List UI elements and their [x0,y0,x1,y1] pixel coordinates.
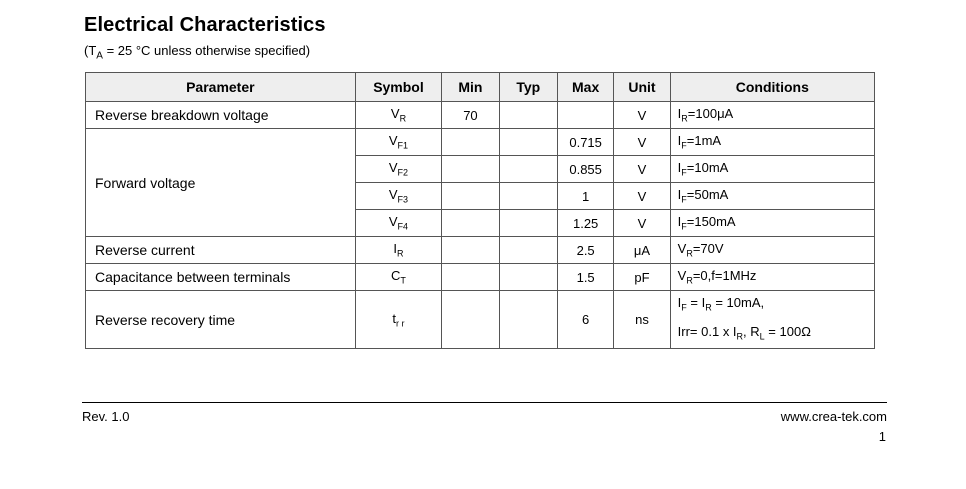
symbol-cell: $V_{F2}$ [355,156,442,183]
header-symbol: Symbol [355,73,442,102]
conditions-cell: $V_R=0,f=1MHz$ [670,264,874,291]
header-min: Min [442,73,499,102]
conditions-cell: $V_R=70V$ [670,237,874,264]
unit-cell: ns [614,291,670,349]
max-cell: 1 [557,183,613,210]
header-unit: Unit [614,73,670,102]
symbol-cell: $V_{F1}$ [355,129,442,156]
typ-cell [499,237,557,264]
param-cell: Reverse current [86,237,356,264]
page-title: Electrical Characteristics [84,14,326,36]
conditions-cell: $I_R=100\mu A$ [670,102,874,129]
header-typ: Typ [499,73,557,102]
min-cell [442,237,499,264]
max-cell: 0.855 [557,156,613,183]
symbol-cell: $t_{r r}$ [355,291,442,349]
footer-divider [82,402,887,403]
table-row [86,264,875,291]
conditions-cell [670,291,874,349]
max-cell: 1.25 [557,210,613,237]
unit-cell: V [614,210,670,237]
table-row [86,129,875,156]
min-cell [442,129,499,156]
footer-website: www.crea-tek.com [780,409,887,424]
param-cell: Capacitance between terminals [86,264,356,291]
min-cell [442,156,499,183]
table-row [86,102,875,129]
conditions-cell: $I_F=50mA$ [670,183,874,210]
typ-cell [499,102,557,129]
table-row [86,237,875,264]
unit-cell: pF [614,264,670,291]
table-header-row [86,73,875,102]
header-parameter: Parameter [86,73,356,102]
page-subtitle: ($T_A = 25$ °C unless otherwise specified) [84,43,311,62]
param-cell: Forward voltage [86,129,356,237]
symbol-cell: $V_{F3}$ [355,183,442,210]
typ-cell [499,291,557,349]
condition-line: Irr= 0.1 x $I_R$, $R_L = 100\Omega$ [677,323,811,342]
min-cell [442,291,499,349]
symbol-cell: $V_{F4}$ [355,210,442,237]
max-cell [557,102,613,129]
footer-revision: Rev. 1.0 [82,409,130,424]
param-cell: Reverse recovery time [86,291,356,349]
conditions-cell: $I_F=1mA$ [670,129,874,156]
min-cell: 70 [442,102,499,129]
conditions-cell: $I_F=10mA$ [670,156,874,183]
page-number: 1 [878,429,886,444]
max-cell: 1.5 [557,264,613,291]
typ-cell [499,183,557,210]
min-cell [442,183,499,210]
table-row [86,291,875,349]
unit-cell: V [614,102,670,129]
unit-cell: V [614,183,670,210]
typ-cell [499,264,557,291]
max-cell: 6 [557,291,613,349]
unit-cell: V [614,156,670,183]
min-cell [442,264,499,291]
typ-cell [499,156,557,183]
unit-cell: V [614,129,670,156]
max-cell: 0.715 [557,129,613,156]
typ-cell [499,129,557,156]
symbol-cell: $V_R$ [355,102,442,129]
symbol-cell: $C_T$ [355,264,442,291]
param-cell: Reverse breakdown voltage [86,102,356,129]
header-conditions: Conditions [670,73,874,102]
symbol-cell: $I_R$ [355,237,442,264]
typ-cell [499,210,557,237]
max-cell: 2.5 [557,237,613,264]
min-cell [442,210,499,237]
header-max: Max [557,73,613,102]
condition-line: $I_F = I_R = 10mA$, [677,295,765,313]
conditions-cell: $I_F=150mA$ [670,210,874,237]
unit-cell: μA [614,237,670,264]
electrical-characteristics-table [85,72,875,349]
